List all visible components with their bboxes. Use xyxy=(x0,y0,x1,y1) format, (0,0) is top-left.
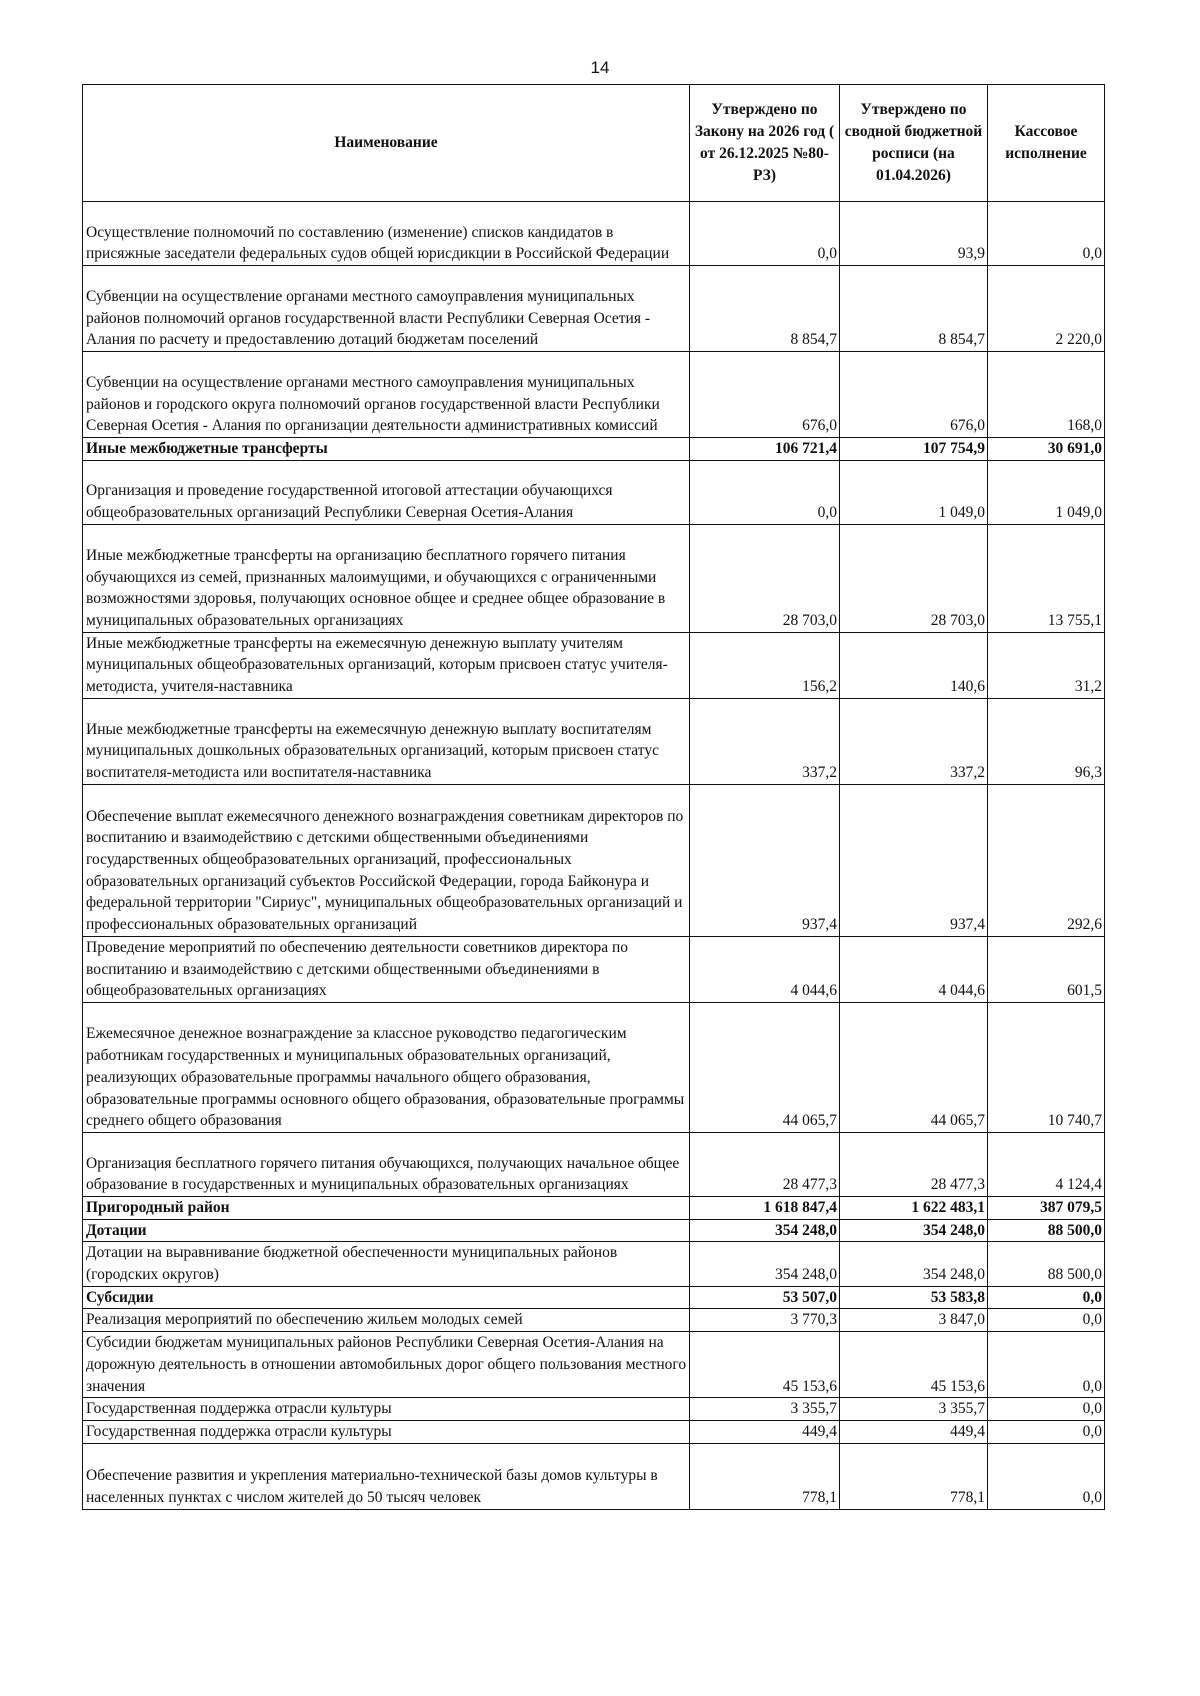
row-name-cell: Обеспечение выплат ежемесячного денежного вознаграждения советникам директоров по воспитанию и взаимодействию с детскими общественными объединениями государственных общеобразовательных организаций, профессиональных образовательных организаций субъектов Российской Федерации, города Байконура и федеральной территории "Сириус", муниципальных общеобразовательных организаций и профессиональных образовательных организаций xyxy=(83,784,690,936)
row-approved-list-cell: 3 355,7 xyxy=(840,1398,988,1421)
row-approved-list-cell: 1 049,0 xyxy=(840,460,988,524)
row-name-cell: Субсидии бюджетам муниципальных районов Республики Северная Осетия-Алания на дорожную деятельность в отношении автомобильных дорог общего пользования местного значения xyxy=(83,1332,690,1398)
row-approved-law-cell: 0,0 xyxy=(690,460,840,524)
table-row xyxy=(83,632,1105,698)
row-approved-list-cell: 449,4 xyxy=(840,1420,988,1443)
row-approved-law-cell: 354 248,0 xyxy=(690,1219,840,1242)
row-name-cell: Субсидии xyxy=(83,1286,690,1309)
row-approved-law-cell: 778,1 xyxy=(690,1443,840,1509)
row-cash-execution-cell: 0,0 xyxy=(988,1286,1105,1309)
row-cash-execution-cell: 0,0 xyxy=(988,1398,1105,1421)
row-name-cell: Дотации xyxy=(83,1219,690,1242)
row-name-cell: Обеспечение развития и укрепления материально-технической базы домов культуры в населенных пунктах с числом жителей до 50 тысяч человек xyxy=(83,1443,690,1509)
row-approved-list-cell: 140,6 xyxy=(840,632,988,698)
table-row xyxy=(83,1242,1105,1286)
column-header-name: Наименование xyxy=(83,85,690,202)
row-cash-execution-cell: 30 691,0 xyxy=(988,438,1105,461)
row-approved-law-cell: 45 153,6 xyxy=(690,1332,840,1398)
table-row xyxy=(83,1002,1105,1132)
row-cash-execution-cell: 1 049,0 xyxy=(988,460,1105,524)
row-approved-law-cell: 354 248,0 xyxy=(690,1242,840,1286)
table-row xyxy=(83,266,1105,352)
row-cash-execution-cell: 2 220,0 xyxy=(988,266,1105,352)
row-name-cell: Организация и проведение государственной итоговой аттестации обучающихся общеобразовательных организаций Республики Северная Осетия-Алания xyxy=(83,460,690,524)
row-approved-law-cell: 449,4 xyxy=(690,1420,840,1443)
row-approved-law-cell: 8 854,7 xyxy=(690,266,840,352)
row-approved-list-cell: 8 854,7 xyxy=(840,266,988,352)
row-approved-law-cell: 4 044,6 xyxy=(690,936,840,1002)
row-name-cell: Субвенции на осуществление органами местного самоуправления муниципальных районов и городского округа полномочий органов государственной власти Республики Северная Осетия - Алания по организации деятельности административных комиссий xyxy=(83,352,690,438)
row-name-cell: Ежемесячное денежное вознаграждение за классное руководство педагогическим работникам государственных и муниципальных образовательных организаций, реализующих образовательные программы начального общего образования, образовательные программы основного общего образования, образовательные программы среднего общего образования xyxy=(83,1002,690,1132)
row-name-cell: Организация бесплатного горячего питания обучающихся, получающих начальное общее образование в государственных и муниципальных образовательных организациях xyxy=(83,1132,690,1196)
row-approved-list-cell: 107 754,9 xyxy=(840,438,988,461)
row-cash-execution-cell: 601,5 xyxy=(988,936,1105,1002)
table-row xyxy=(83,438,1105,461)
row-approved-list-cell: 53 583,8 xyxy=(840,1286,988,1309)
table-row xyxy=(83,1332,1105,1398)
row-name-cell: Иные межбюджетные трансферты на организацию бесплатного горячего питания обучающихся из семей, признанных малоимущими, и обучающихся с ограниченными возможностями здоровья, получающих основное общее и среднее общее образование в муниципальных образовательных организациях xyxy=(83,524,690,632)
row-cash-execution-cell: 0,0 xyxy=(988,1420,1105,1443)
row-approved-law-cell: 337,2 xyxy=(690,698,840,784)
row-name-cell: Иные межбюджетные трансферты xyxy=(83,438,690,461)
row-name-cell: Иные межбюджетные трансферты на ежемесячную денежную выплату учителям муниципальных общеобразовательных организаций, которым присвоен статус учителя-методиста, учителя-наставника xyxy=(83,632,690,698)
row-approved-law-cell: 28 703,0 xyxy=(690,524,840,632)
row-approved-list-cell: 4 044,6 xyxy=(840,936,988,1002)
row-cash-execution-cell: 0,0 xyxy=(988,202,1105,266)
row-approved-law-cell: 0,0 xyxy=(690,202,840,266)
row-approved-list-cell: 45 153,6 xyxy=(840,1332,988,1398)
row-approved-law-cell: 28 477,3 xyxy=(690,1132,840,1196)
row-approved-law-cell: 44 065,7 xyxy=(690,1002,840,1132)
row-approved-list-cell: 1 622 483,1 xyxy=(840,1196,988,1219)
row-name-cell: Государственная поддержка отрасли культуры xyxy=(83,1398,690,1421)
row-cash-execution-cell: 387 079,5 xyxy=(988,1196,1105,1219)
column-header-approved-list: Утверждено по сводной бюджетной росписи (на 01.04.2026) xyxy=(840,85,988,202)
row-cash-execution-cell: 88 500,0 xyxy=(988,1242,1105,1286)
row-approved-list-cell: 3 847,0 xyxy=(840,1309,988,1332)
table-row xyxy=(83,936,1105,1002)
table-row xyxy=(83,352,1105,438)
table-header-row xyxy=(83,85,1105,202)
table-row xyxy=(83,1219,1105,1242)
row-cash-execution-cell: 168,0 xyxy=(988,352,1105,438)
row-name-cell: Иные межбюджетные трансферты на ежемесячную денежную выплату воспитателям муниципальных дошкольных образовательных организаций, которым присвоен статус воспитателя-методиста или воспитателя-наставника xyxy=(83,698,690,784)
row-approved-list-cell: 778,1 xyxy=(840,1443,988,1509)
row-cash-execution-cell: 13 755,1 xyxy=(988,524,1105,632)
table-row xyxy=(83,1398,1105,1421)
table-row xyxy=(83,1196,1105,1219)
row-approved-list-cell: 28 703,0 xyxy=(840,524,988,632)
table-row xyxy=(83,784,1105,936)
table-row xyxy=(83,1286,1105,1309)
row-approved-list-cell: 93,9 xyxy=(840,202,988,266)
table-row xyxy=(83,1309,1105,1332)
row-approved-law-cell: 676,0 xyxy=(690,352,840,438)
row-approved-list-cell: 28 477,3 xyxy=(840,1132,988,1196)
row-cash-execution-cell: 96,3 xyxy=(988,698,1105,784)
row-cash-execution-cell: 88 500,0 xyxy=(988,1219,1105,1242)
row-approved-law-cell: 156,2 xyxy=(690,632,840,698)
row-approved-list-cell: 354 248,0 xyxy=(840,1219,988,1242)
column-header-approved-law: Утверждено по Закону на 2026 год ( от 26.12.2025 №80-РЗ) xyxy=(690,85,840,202)
row-name-cell: Проведение мероприятий по обеспечению деятельности советников директора по воспитанию и взаимодействию с детскими общественными объединениями в общеобразовательных организациях xyxy=(83,936,690,1002)
row-approved-law-cell: 3 770,3 xyxy=(690,1309,840,1332)
row-name-cell: Государственная поддержка отрасли культуры xyxy=(83,1420,690,1443)
row-approved-list-cell: 337,2 xyxy=(840,698,988,784)
budget-table xyxy=(82,84,1105,1510)
row-approved-law-cell: 1 618 847,4 xyxy=(690,1196,840,1219)
row-cash-execution-cell: 4 124,4 xyxy=(988,1132,1105,1196)
row-cash-execution-cell: 0,0 xyxy=(988,1309,1105,1332)
table-body xyxy=(83,202,1105,1510)
table-row xyxy=(83,1132,1105,1196)
row-name-cell: Дотации на выравнивание бюджетной обеспеченности муниципальных районов (городских округов) xyxy=(83,1242,690,1286)
column-header-cash-execution: Кассовое исполнение xyxy=(988,85,1105,202)
row-cash-execution-cell: 0,0 xyxy=(988,1332,1105,1398)
row-name-cell: Пригородный район xyxy=(83,1196,690,1219)
row-approved-law-cell: 106 721,4 xyxy=(690,438,840,461)
row-cash-execution-cell: 31,2 xyxy=(988,632,1105,698)
row-approved-law-cell: 937,4 xyxy=(690,784,840,936)
row-name-cell: Реализация мероприятий по обеспечению жильем молодых семей xyxy=(83,1309,690,1332)
row-cash-execution-cell: 292,6 xyxy=(988,784,1105,936)
row-approved-list-cell: 937,4 xyxy=(840,784,988,936)
table-row xyxy=(83,202,1105,266)
page-number: 14 xyxy=(590,58,610,77)
row-approved-list-cell: 676,0 xyxy=(840,352,988,438)
row-approved-law-cell: 3 355,7 xyxy=(690,1398,840,1421)
table-row xyxy=(83,698,1105,784)
row-name-cell: Осуществление полномочий по составлению (изменение) списков кандидатов в присяжные заседатели федеральных судов общей юрисдикции в Российской Федерации xyxy=(83,202,690,266)
table-row xyxy=(83,460,1105,524)
row-cash-execution-cell: 10 740,7 xyxy=(988,1002,1105,1132)
row-approved-list-cell: 44 065,7 xyxy=(840,1002,988,1132)
row-cash-execution-cell: 0,0 xyxy=(988,1443,1105,1509)
row-name-cell: Субвенции на осуществление органами местного самоуправления муниципальных районов полномочий органов государственной власти Республики Северная Осетия - Алания по расчету и предоставлению дотаций бюджетам поселений xyxy=(83,266,690,352)
table-row xyxy=(83,524,1105,632)
table-row xyxy=(83,1420,1105,1443)
table-row xyxy=(83,1443,1105,1509)
row-approved-list-cell: 354 248,0 xyxy=(840,1242,988,1286)
row-approved-law-cell: 53 507,0 xyxy=(690,1286,840,1309)
